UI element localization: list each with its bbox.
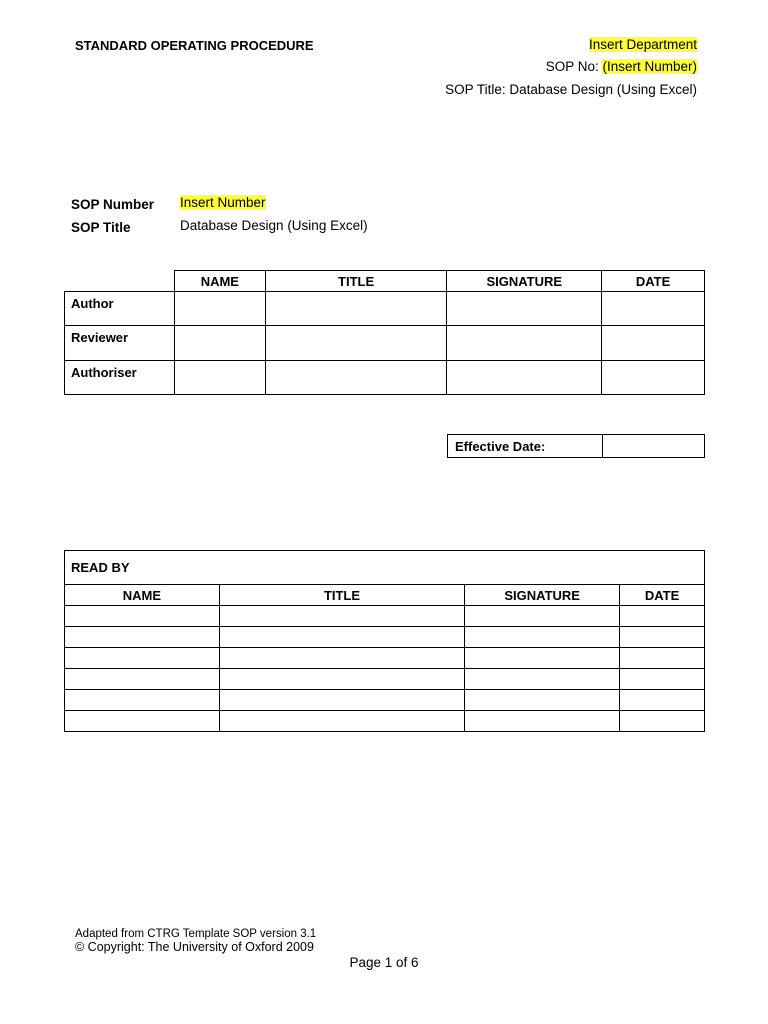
sop-title-line: SOP Title: Database Design (Using Excel) (445, 82, 697, 97)
sop-number-value (180, 195, 266, 210)
footer-copyright: © Copyright: The University of Oxford 2009 (75, 940, 314, 954)
sop-no-line (546, 59, 697, 74)
reviewer-signature-cell[interactable] (447, 326, 602, 361)
row-label-author: Author (65, 292, 175, 326)
department-field (589, 37, 697, 52)
read-by-date-cell[interactable] (620, 690, 705, 711)
approval-row-reviewer (65, 326, 705, 361)
authoriser-title-cell[interactable] (265, 361, 447, 395)
document-type-title: STANDARD OPERATING PROCEDURE (75, 38, 314, 53)
read-by-table (64, 550, 705, 732)
sop-number-placeholder: Insert Number (180, 195, 266, 210)
read-by-header-row (65, 585, 705, 606)
read-by-name-cell[interactable] (65, 627, 220, 648)
read-by-row (65, 669, 705, 690)
approval-header-row (65, 271, 705, 292)
reviewer-name-cell[interactable] (174, 326, 265, 361)
read-by-name-cell[interactable] (65, 648, 220, 669)
read-by-date-cell[interactable] (620, 606, 705, 627)
read-by-date-cell[interactable] (620, 648, 705, 669)
read-by-row (65, 711, 705, 732)
read-by-name-cell[interactable] (65, 669, 220, 690)
effective-date-table (447, 434, 705, 458)
read-by-title-cell[interactable] (219, 627, 465, 648)
sop-no-label: SOP No: (545, 59, 603, 74)
read-by-date-cell[interactable] (620, 711, 705, 732)
reviewer-date-cell[interactable] (602, 326, 705, 361)
read-by-row (65, 648, 705, 669)
read-by-row (65, 606, 705, 627)
read-by-col-title: TITLE (219, 585, 465, 606)
read-by-heading: READ BY (65, 551, 705, 585)
read-by-title-cell[interactable] (219, 711, 465, 732)
effective-date-label: Effective Date: (448, 435, 603, 458)
read-by-date-cell[interactable] (620, 627, 705, 648)
read-by-row (65, 627, 705, 648)
approval-row-author (65, 292, 705, 326)
page-number: Page 1 of 6 (349, 955, 419, 970)
author-name-cell[interactable] (174, 292, 265, 326)
read-by-name-cell[interactable] (65, 606, 220, 627)
row-label-authoriser: Authoriser (65, 361, 175, 395)
read-by-name-cell[interactable] (65, 711, 220, 732)
read-by-date-cell[interactable] (620, 669, 705, 690)
approval-col-date: DATE (602, 271, 705, 292)
read-by-signature-cell[interactable] (465, 627, 620, 648)
read-by-signature-cell[interactable] (465, 648, 620, 669)
authoriser-name-cell[interactable] (174, 361, 265, 395)
footer-adapted-note: Adapted from CTRG Template SOP version 3.1 (75, 928, 317, 940)
author-title-cell[interactable] (265, 292, 447, 326)
read-by-title-cell[interactable] (219, 606, 465, 627)
authoriser-date-cell[interactable] (602, 361, 705, 395)
department-placeholder: Insert Department (588, 37, 697, 52)
approval-col-signature: SIGNATURE (447, 271, 602, 292)
approval-table (64, 270, 705, 395)
author-signature-cell[interactable] (447, 292, 602, 326)
sop-title-label: SOP Title (71, 220, 131, 235)
approval-col-name: NAME (174, 271, 265, 292)
read-by-col-name: NAME (65, 585, 220, 606)
read-by-col-date: DATE (620, 585, 705, 606)
author-date-cell[interactable] (602, 292, 705, 326)
row-label-reviewer: Reviewer (65, 326, 175, 361)
read-by-heading-row (65, 551, 705, 585)
approval-corner (65, 271, 175, 292)
reviewer-title-cell[interactable] (265, 326, 447, 361)
sop-title-value: Database Design (Using Excel) (180, 218, 368, 233)
read-by-title-cell[interactable] (219, 690, 465, 711)
sop-no-placeholder: (Insert Number) (602, 59, 697, 74)
approval-col-title: TITLE (265, 271, 447, 292)
read-by-name-cell[interactable] (65, 690, 220, 711)
read-by-signature-cell[interactable] (465, 711, 620, 732)
sop-number-label: SOP Number (71, 197, 155, 212)
authoriser-signature-cell[interactable] (447, 361, 602, 395)
read-by-signature-cell[interactable] (465, 690, 620, 711)
read-by-title-cell[interactable] (219, 669, 465, 690)
read-by-row (65, 690, 705, 711)
read-by-signature-cell[interactable] (465, 606, 620, 627)
approval-row-authoriser (65, 361, 705, 395)
effective-date-value[interactable] (602, 435, 704, 458)
read-by-title-cell[interactable] (219, 648, 465, 669)
read-by-col-signature: SIGNATURE (465, 585, 620, 606)
read-by-signature-cell[interactable] (465, 669, 620, 690)
